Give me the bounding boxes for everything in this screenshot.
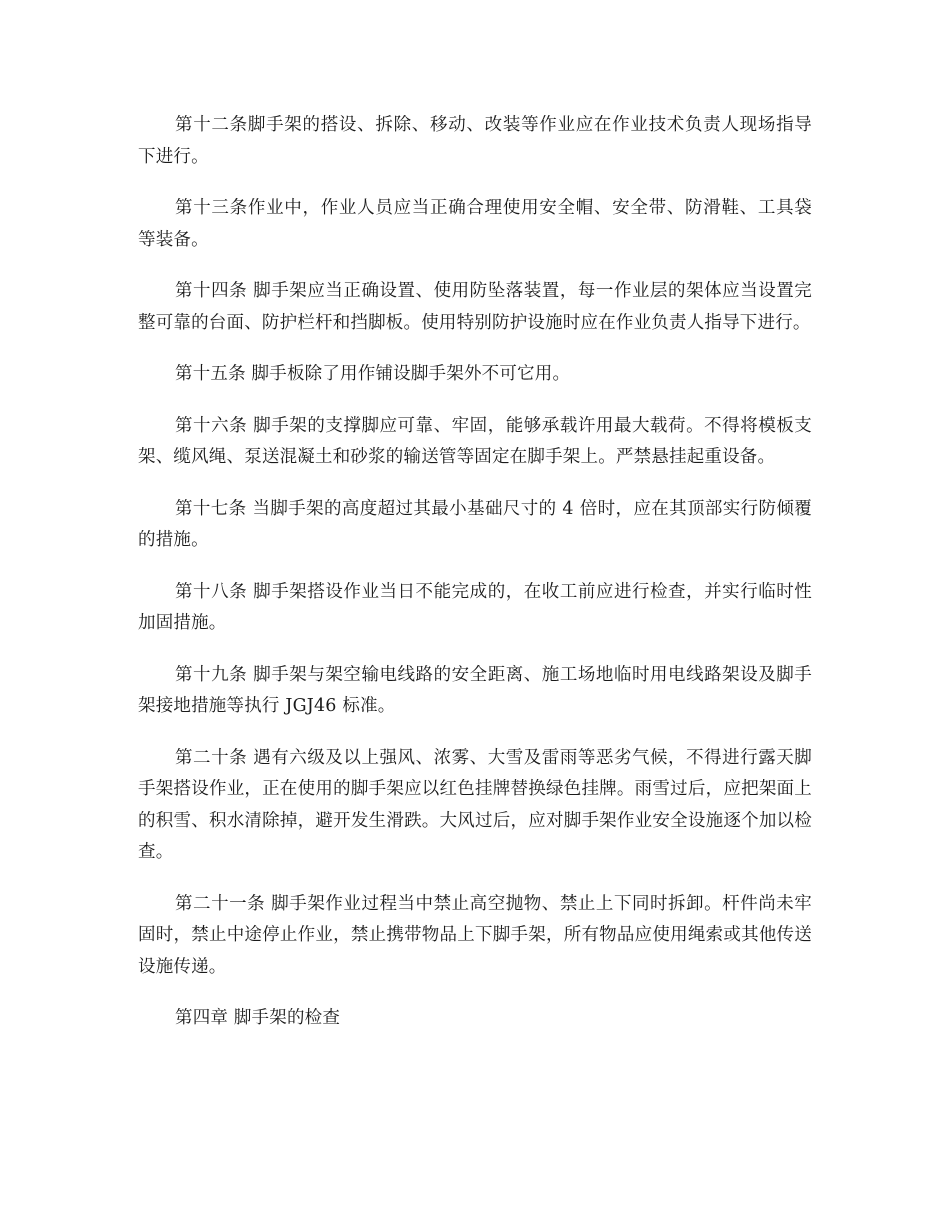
article-12-paragraph: 第十二条脚手架的搭设、拆除、移动、改装等作业应在作业技术负责人现场指导下进行。 [138,115,812,167]
article-17-paragraph: 第十七条 当脚手架的高度超过其最小基础尺寸的 4 倍时，应在其顶部实行防倾覆的措施。 [138,498,812,550]
article-21-paragraph: 第二十一条 脚手架作业过程当中禁止高空抛物、禁止上下同时拆卸。杆件尚未牢固时，禁止中途停止作业，禁止携带物品上下脚手架，所有物品应使用绳索或其他传送设施传递。 [138,893,812,977]
article-20-paragraph: 第二十条 遇有六级及以上强风、浓雾、大雪及雷雨等恶劣气候，不得进行露天脚手架搭设作业，正在使用的脚手架应以红色挂牌替换绿色挂牌。雨雪过后，应把架面上的积雪、积水清除掉，避开发生滑跌。大风过后，应对脚手架作业安全设施逐个加以检查。 [138,747,812,862]
article-18-paragraph: 第十八条 脚手架搭设作业当日不能完成的，在收工前应进行检查，并实行临时性加固措施。 [138,581,812,633]
article-16-paragraph: 第十六条 脚手架的支撑脚应可靠、牢固，能够承载许用最大载荷。不得将模板支架、缆风绳、泵送混凝土和砂浆的输送管等固定在脚手架上。严禁悬挂起重设备。 [138,415,812,467]
article-15-paragraph: 第十五条 脚手板除了用作铺设脚手架外不可它用。 [175,364,571,384]
chapter-4-heading: 第四章 脚手架的检查 [175,1008,341,1028]
article-13-paragraph: 第十三条作业中，作业人员应当正确合理使用安全帽、安全带、防滑鞋、工具袋等装备。 [138,198,812,250]
article-14-paragraph: 第十四条 脚手架应当正确设置、使用防坠落装置，每一作业层的架体应当设置完整可靠的台面、防护栏杆和挡脚板。使用特别防护设施时应在作业负责人指导下进行。 [138,281,812,333]
document-body [138,110,812,1055]
article-19-paragraph: 第十九条 脚手架与架空输电线路的安全距离、施工场地临时用电线路架设及脚手架接地措施等执行 JGJ46 标准。 [138,664,812,716]
